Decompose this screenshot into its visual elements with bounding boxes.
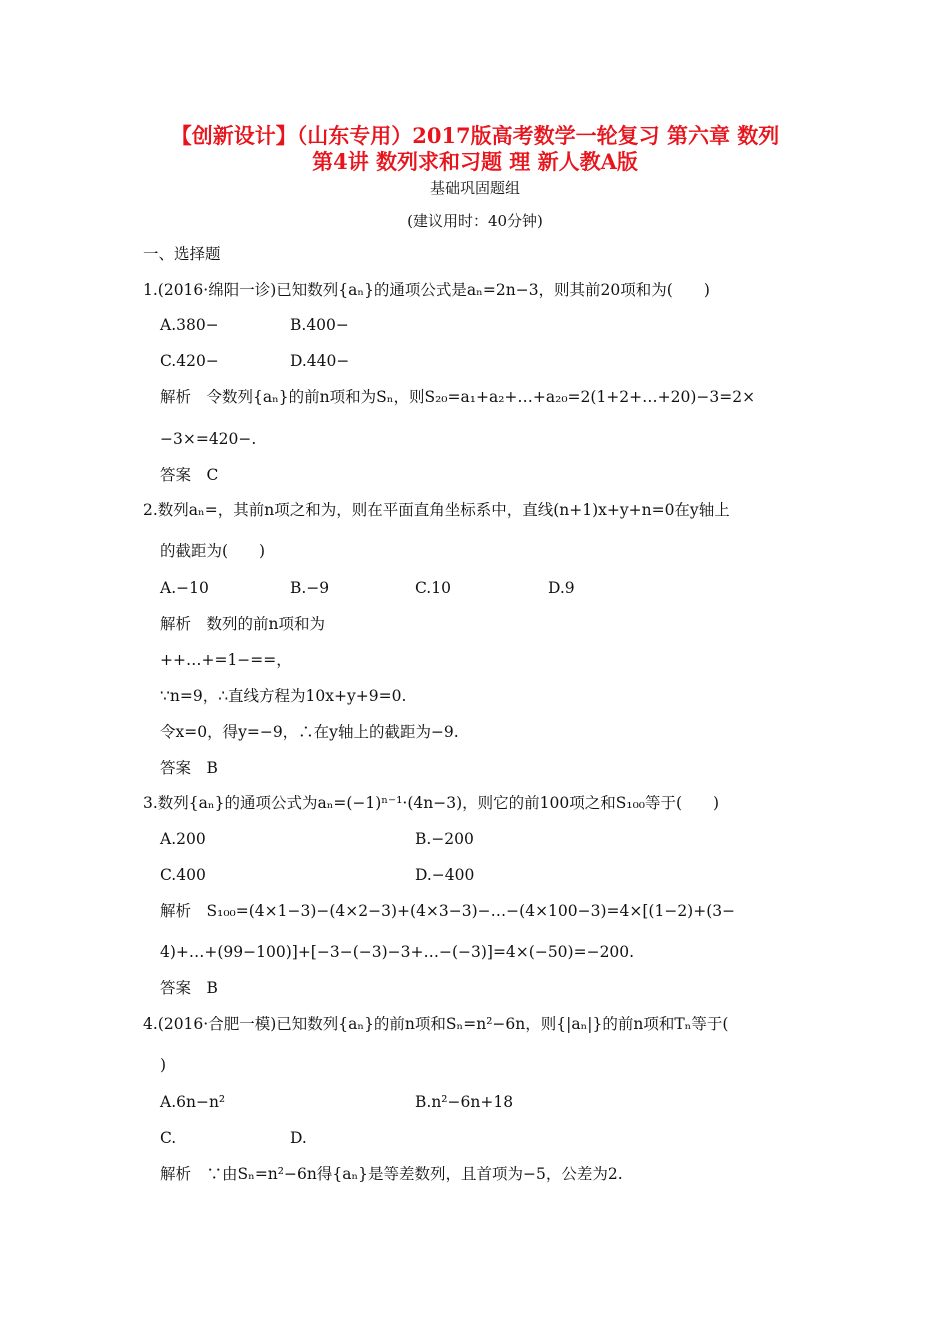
- doc-title-line2: 第4讲 数列求和习题 理 新人教A版: [312, 149, 638, 174]
- doc-title-line1: 【创新设计】（山东专用）2017版高考数学一轮复习 第六章 数列: [170, 123, 780, 148]
- q2-solution-line1: 解析 数列的前n项和为: [160, 615, 325, 633]
- q4-option-d: D.: [290, 1129, 307, 1147]
- section-label: 一、选择题: [143, 245, 221, 263]
- q4-solution-line1: 解析 ∵由Sₙ=n²−6n得{aₙ}是等差数列，且首项为−5，公差为2.: [160, 1165, 623, 1183]
- q3-option-b: B.−200: [415, 830, 474, 848]
- q3-solution-line2: 4)+…+(99−100)]+[−3−(−3)−3+…−(−3)]=4×(−50)=−200.: [160, 943, 635, 961]
- q2-solution-line4: 令x=0，得y=−9，∴在y轴上的截距为−9.: [160, 723, 459, 741]
- q2-stem-line1: 2.数列aₙ=，其前n项之和为，则在平面直角坐标系中，直线(n+1)x+y+n=0在y轴上: [143, 501, 730, 519]
- q1-option-d: D.440−: [290, 352, 350, 370]
- q4-option-c: C.: [160, 1129, 177, 1147]
- q2-solution-line3: ∵n=9，∴直线方程为10x+y+9=0.: [160, 687, 407, 705]
- q1-solution-line2: −3×=420−.: [160, 430, 257, 448]
- q4-option-b: B.n²−6n+18: [415, 1093, 514, 1111]
- q1-stem: 1.(2016·绵阳一诊)已知数列{aₙ}的通项公式是aₙ=2n−3，则其前20项和为( ): [143, 281, 710, 299]
- q4-stem-line2: ): [160, 1056, 167, 1074]
- doc-subtitle: 基础巩固题组: [429, 179, 520, 197]
- q3-answer: 答案 B: [160, 979, 218, 997]
- q2-solution-line2: ++…+=1−==，: [160, 651, 292, 669]
- q1-option-a: A.380−: [160, 316, 219, 334]
- time-note: (建议用时：40分钟): [407, 212, 543, 230]
- q4-option-a: A.6n−n²: [160, 1093, 226, 1111]
- q4-stem-line1: 4.(2016·合肥一模)已知数列{aₙ}的前n项和Sₙ=n²−6n，则{|aₙ|}的前n项和Tₙ等于(: [143, 1015, 729, 1033]
- q2-answer: 答案 B: [160, 759, 218, 777]
- q2-stem-line2: 的截距为( ): [160, 542, 266, 560]
- q2-option-d: D.9: [548, 579, 575, 597]
- q1-option-b: B.400−: [290, 316, 349, 334]
- q2-option-a: A.−10: [160, 579, 209, 597]
- q2-option-b: B.−9: [290, 579, 330, 597]
- q3-stem: 3.数列{aₙ}的通项公式为aₙ=(−1)ⁿ⁻¹·(4n−3)，则它的前100项之和S₁₀₀等于( ): [143, 794, 720, 812]
- q3-option-a: A.200: [160, 830, 206, 848]
- q1-solution-line1: 解析 令数列{aₙ}的前n项和为Sₙ，则S₂₀=a₁+a₂+…+a₂₀=2(1+2+…+20)−3=2×: [160, 388, 756, 406]
- q1-option-c: C.420−: [160, 352, 219, 370]
- q2-option-c: C.10: [415, 579, 451, 597]
- q3-option-c: C.400: [160, 866, 206, 884]
- q3-solution-line1: 解析 S₁₀₀=(4×1−3)−(4×2−3)+(4×3−3)−…−(4×100−3)=4×[(1−2)+(3−: [160, 902, 736, 920]
- q1-answer: 答案 C: [160, 466, 219, 484]
- q3-option-d: D.−400: [415, 866, 475, 884]
